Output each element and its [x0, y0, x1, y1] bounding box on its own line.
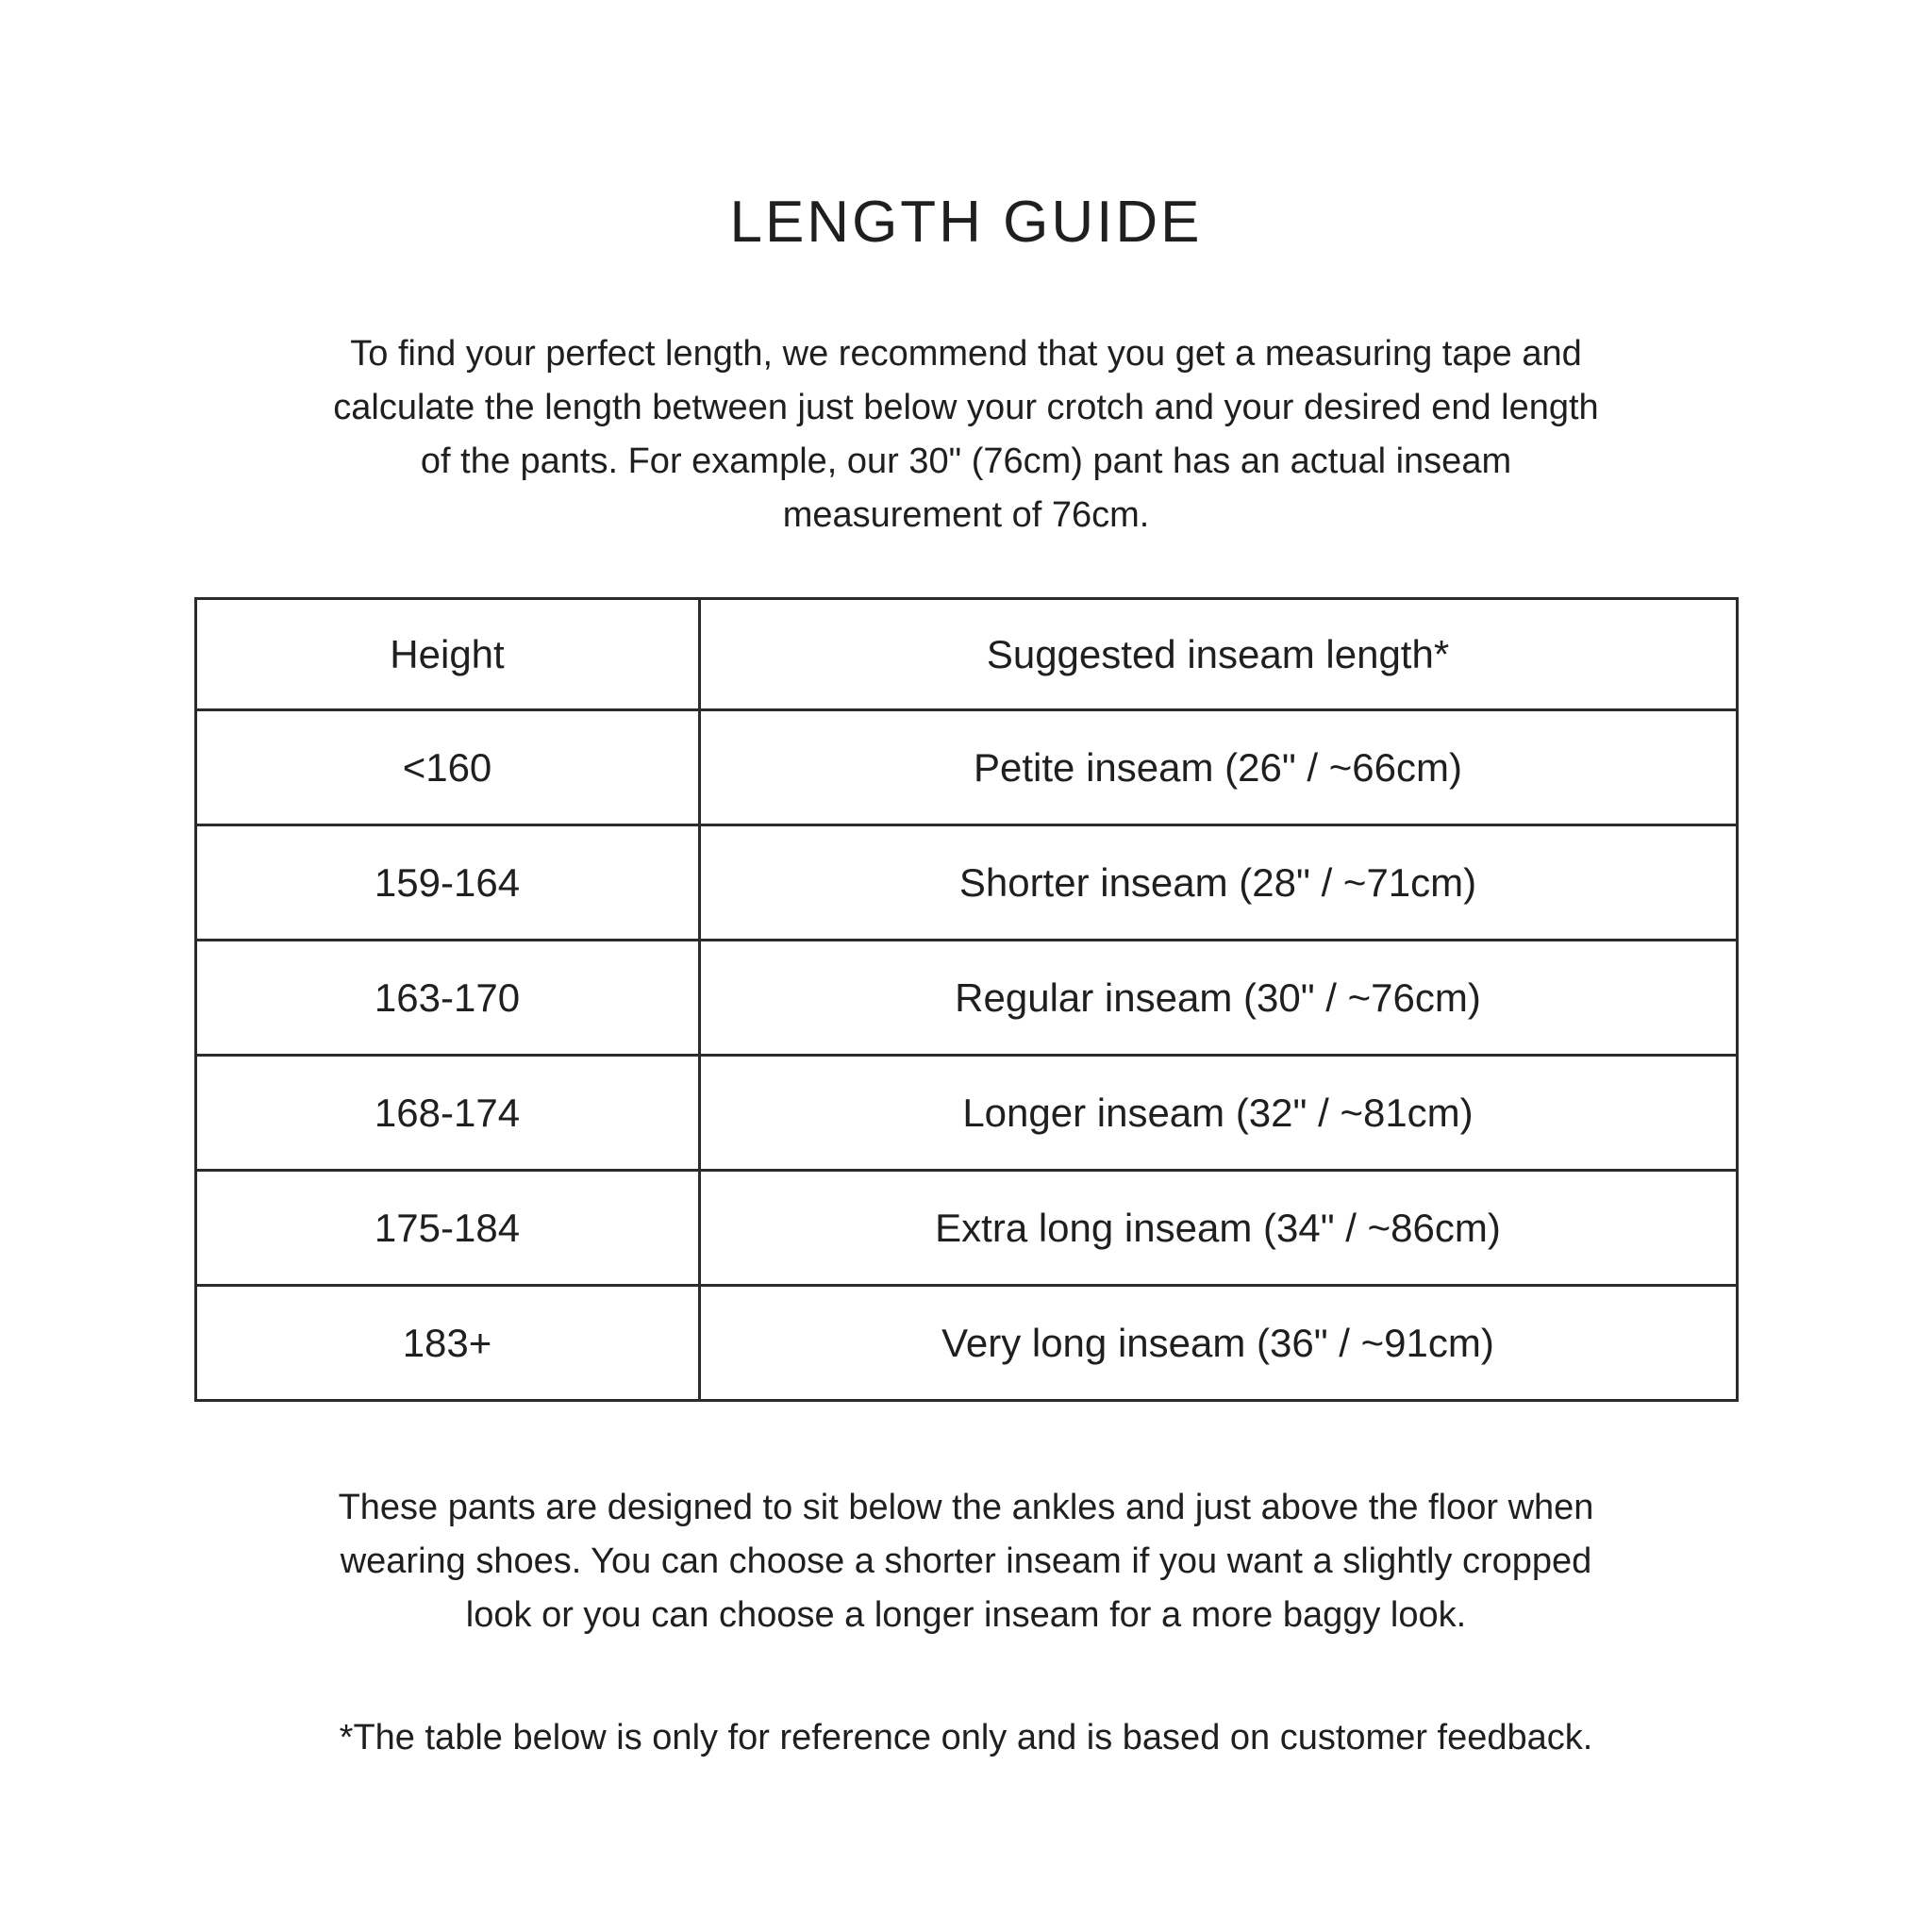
height-cell: 183+: [195, 1286, 699, 1401]
table-row: [195, 1171, 1737, 1286]
table-row: [195, 941, 1737, 1056]
inseam-size-table: [194, 597, 1739, 1402]
inseam-cell: Longer inseam (32" / ~81cm): [699, 1056, 1737, 1171]
intro-line: calculate the length between just below your crotch and your desired end length: [333, 388, 1599, 427]
fit-note-line: These pants are designed to sit below the ankles and just above the floor when: [338, 1488, 1594, 1527]
fit-note-line: look or you can choose a longer inseam for a more baggy look.: [465, 1595, 1467, 1635]
height-cell: 168-174: [195, 1056, 699, 1171]
intro-line: of the pants. For example, our 30" (76cm) pant has an actual inseam: [420, 441, 1512, 481]
table-row: [195, 1056, 1737, 1171]
table-row: [195, 825, 1737, 941]
inseam-cell: Shorter inseam (28" / ~71cm): [699, 825, 1737, 941]
reference-footnote: *The table below is only for reference only and is based on customer feedback.: [339, 1718, 1593, 1757]
intro-paragraph: [0, 327, 1932, 542]
height-cell: 175-184: [195, 1171, 699, 1286]
intro-line: measurement of 76cm.: [782, 495, 1150, 535]
table-header-row: [195, 599, 1737, 710]
column-header-inseam: Suggested inseam length*: [699, 599, 1737, 710]
inseam-cell: Extra long inseam (34" / ~86cm): [699, 1171, 1737, 1286]
fit-note-paragraph: [0, 1481, 1932, 1642]
page-title: LENGTH GUIDE: [729, 190, 1203, 255]
height-cell: 163-170: [195, 941, 699, 1056]
height-cell: 159-164: [195, 825, 699, 941]
inseam-cell: Petite inseam (26" / ~66cm): [699, 710, 1737, 825]
table-body: [195, 710, 1737, 1401]
intro-line: To find your perfect length, we recommend that you get a measuring tape and: [350, 334, 1582, 374]
table-row: [195, 599, 1737, 710]
inseam-cell: Very long inseam (36" / ~91cm): [699, 1286, 1737, 1401]
height-cell: <160: [195, 710, 699, 825]
inseam-cell: Regular inseam (30" / ~76cm): [699, 941, 1737, 1056]
fit-note-line: wearing shoes. You can choose a shorter inseam if you want a slightly cropped: [340, 1541, 1592, 1581]
table-row: [195, 710, 1737, 825]
column-header-height: Height: [195, 599, 699, 710]
table-row: [195, 1286, 1737, 1401]
